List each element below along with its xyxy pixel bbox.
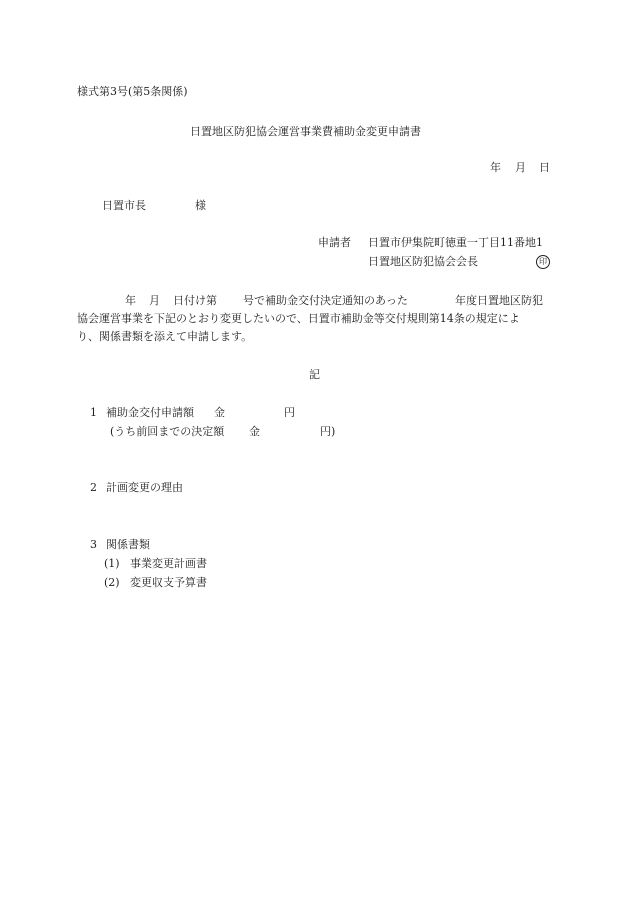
doc-2-label: 変更収支予算書 (130, 576, 207, 589)
item-1-sub-yen: 円) (320, 425, 336, 438)
item-1-sub-kin: 金 (249, 425, 260, 438)
body-text-line-2: 協会運営事業を下記のとおり変更したいので、日置市補助金等交付規則第14条の規定によ (77, 312, 520, 325)
body-fiscal-year-text: 年度日置地区防犯 (455, 294, 543, 307)
date-year-label: 年 (490, 161, 501, 174)
document-title: 日置地区防犯協会運営事業費補助金変更申請書 (190, 125, 421, 138)
date-day-label: 日 (539, 161, 550, 174)
seal-mark: 印 (536, 255, 550, 269)
doc-2-number: (2) (104, 576, 120, 589)
item-1-number: 1 (90, 406, 97, 419)
body-month-label: 月 (149, 294, 160, 307)
item-2-label: 計画変更の理由 (106, 481, 183, 494)
form-number: 様式第3号(第5条関係) (77, 85, 188, 98)
item-1-yen: 円 (284, 406, 295, 419)
item-1-label: 補助金交付申請額 (106, 406, 194, 419)
item-1-kin: 金 (214, 406, 225, 419)
item-2-number: 2 (90, 481, 97, 494)
item-3-label: 関係書類 (106, 538, 150, 551)
addressee-name: 日置市長 (102, 199, 146, 212)
date-month-label: 月 (515, 161, 526, 174)
body-text-line-3: り、関係書類を添えて申請します。 (77, 330, 253, 343)
body-notice-text: 号で補助金交付決定通知のあった (243, 294, 408, 307)
ki-heading: 記 (309, 368, 320, 381)
applicant-name: 日置地区防犯協会会長 (368, 255, 478, 268)
body-year-label: 年 (125, 294, 136, 307)
doc-1-label: 事業変更計画書 (130, 557, 207, 570)
applicant-address: 日置市伊集院町徳重一丁目11番地1 (368, 236, 543, 249)
addressee-honorific: 様 (195, 199, 206, 212)
item-3-number: 3 (90, 538, 97, 551)
doc-1-number: (1) (104, 557, 120, 570)
applicant-label: 申請者 (318, 236, 351, 249)
body-dated-label: 日付け第 (173, 294, 217, 307)
item-1-sub-label: (うち前回までの決定額 (110, 425, 225, 438)
